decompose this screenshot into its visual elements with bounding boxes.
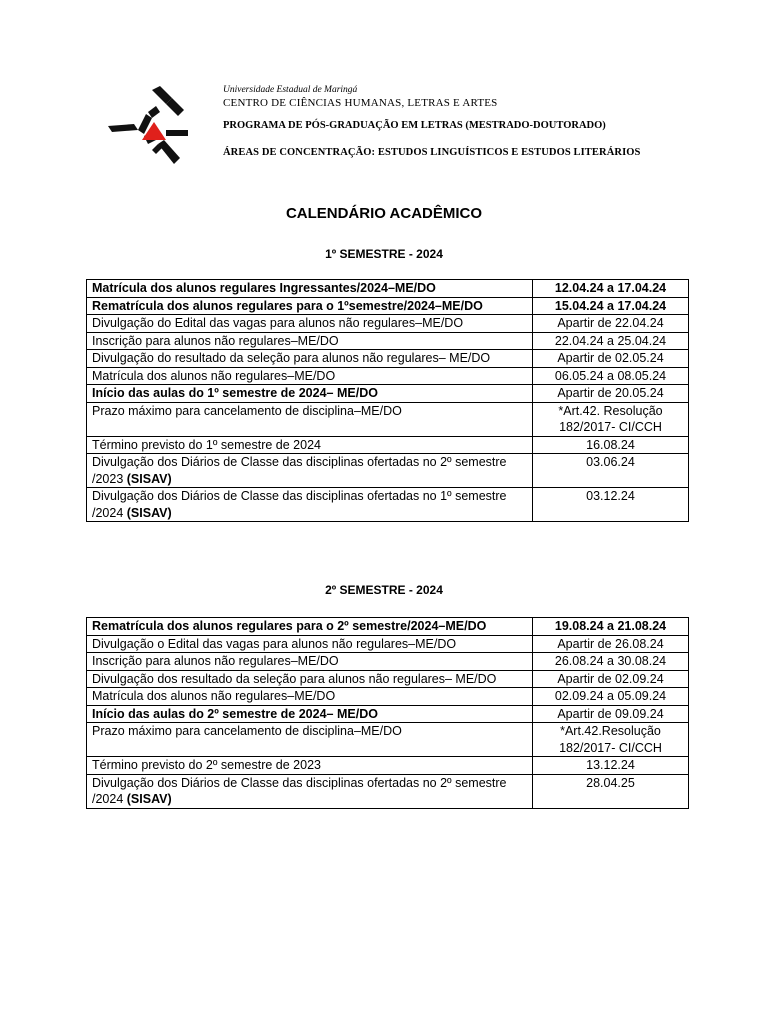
semester-1-heading: 1º SEMESTRE - 2024 (325, 247, 443, 261)
event-cell: Inscrição para alunos não regulares–ME/DO (87, 653, 533, 671)
event-cell: Rematrícula dos alunos regulares para o 2º semestre/2024–ME/DO (87, 618, 533, 636)
table-row (87, 436, 689, 454)
table-row (87, 618, 689, 636)
institution-header (223, 84, 640, 160)
semester-1-table (86, 279, 689, 522)
event-cell: Término previsto do 1º semestre de 2024 (87, 436, 533, 454)
event-cell (87, 774, 533, 808)
event-cell: Prazo máximo para cancelamento de disciplina–ME/DO (87, 402, 533, 436)
date-cell: Apartir de 09.09.24 (533, 705, 689, 723)
table-row (87, 332, 689, 350)
table-row (87, 757, 689, 775)
date-cell: Apartir de 02.09.24 (533, 670, 689, 688)
event-cell: Divulgação o Edital das vagas para alunos não regulares–ME/DO (87, 635, 533, 653)
date-cell: 02.09.24 a 05.09.24 (533, 688, 689, 706)
date-cell: 26.08.24 a 30.08.24 (533, 653, 689, 671)
date-cell: 12.04.24 a 17.04.24 (533, 280, 689, 298)
sisav-tag: (SISAV) (126, 505, 172, 520)
table-row (87, 454, 689, 488)
centro-name: CENTRO DE CIÊNCIAS HUMANAS, LETRAS E ARTES (223, 97, 498, 109)
table-row (87, 653, 689, 671)
table-row (87, 402, 689, 436)
concentration-areas: ÁREAS DE CONCENTRAÇÃO: ESTUDOS LINGUÍSTICOS E ESTUDOS LITERÁRIOS (223, 147, 641, 158)
table-row (87, 280, 689, 298)
event-cell: Rematrícula dos alunos regulares para o 1ºsemestre/2024–ME/DO (87, 297, 533, 315)
program-name: PROGRAMA DE PÓS-GRADUAÇÃO EM LETRAS (MESTRADO-DOUTORADO) (223, 120, 606, 131)
table-row (87, 315, 689, 333)
table-row (87, 297, 689, 315)
date-cell: 06.05.24 a 08.05.24 (533, 367, 689, 385)
event-cell: Inscrição para alunos não regulares–ME/DO (87, 332, 533, 350)
event-cell (87, 488, 533, 522)
table-row (87, 385, 689, 403)
date-cell: Apartir de 20.05.24 (533, 385, 689, 403)
university-name: Universidade Estadual de Maringá (223, 85, 358, 95)
table-row (87, 723, 689, 757)
event-text: Divulgação dos Diários de Classe das disciplinas ofertadas no 2º semestre /2023 (92, 455, 507, 486)
event-text: Divulgação dos Diários de Classe das disciplinas ofertadas no 2º semestre /2024 (92, 775, 507, 806)
event-cell: Matrícula dos alunos não regulares–ME/DO (87, 367, 533, 385)
event-cell: Término previsto do 2º semestre de 2023 (87, 757, 533, 775)
date-cell: 15.04.24 a 17.04.24 (533, 297, 689, 315)
university-logo (108, 86, 190, 166)
date-cell: 13.12.24 (533, 757, 689, 775)
table-row (87, 705, 689, 723)
table-row (87, 367, 689, 385)
table-row (87, 774, 689, 808)
event-cell: Divulgação do resultado da seleção para alunos não regulares– ME/DO (87, 350, 533, 368)
semester-2-heading: 2º SEMESTRE - 2024 (325, 583, 443, 597)
date-cell: *Art.42. Resolução 182/2017- CI/CCH (533, 402, 689, 436)
sisav-tag: (SISAV) (126, 792, 172, 806)
table-row (87, 488, 689, 522)
semester-2-table (86, 617, 689, 809)
event-cell: Divulgação dos resultado da seleção para alunos não regulares– ME/DO (87, 670, 533, 688)
date-cell: *Art.42.Resolução 182/2017- CI/CCH (533, 723, 689, 757)
date-cell: 19.08.24 a 21.08.24 (533, 618, 689, 636)
table-row (87, 635, 689, 653)
table-row (87, 670, 689, 688)
event-text: Divulgação dos Diários de Classe das disciplinas ofertadas no 1º semestre /2024 (92, 489, 507, 520)
date-cell: Apartir de 26.08.24 (533, 635, 689, 653)
date-cell: 22.04.24 a 25.04.24 (533, 332, 689, 350)
date-cell: Apartir de 02.05.24 (533, 350, 689, 368)
page-title: CALENDÁRIO ACADÊMICO (285, 205, 483, 222)
table-row (87, 350, 689, 368)
event-cell: Divulgação do Edital das vagas para alunos não regulares–ME/DO (87, 315, 533, 333)
event-cell: Início das aulas do 2º semestre de 2024– ME/DO (87, 705, 533, 723)
date-cell: 28.04.25 (533, 774, 689, 808)
event-cell: Prazo máximo para cancelamento de disciplina–ME/DO (87, 723, 533, 757)
event-cell (87, 454, 533, 488)
date-cell: 03.06.24 (533, 454, 689, 488)
sisav-tag: (SISAV) (126, 471, 172, 486)
event-cell: Matrícula dos alunos regulares Ingressantes/2024–ME/DO (87, 280, 533, 298)
event-cell: Início das aulas do 1º semestre de 2024– ME/DO (87, 385, 533, 403)
date-cell: Apartir de 22.04.24 (533, 315, 689, 333)
event-cell: Matrícula dos alunos não regulares–ME/DO (87, 688, 533, 706)
table-row (87, 688, 689, 706)
date-cell: 16.08.24 (533, 436, 689, 454)
date-cell: 03.12.24 (533, 488, 689, 522)
